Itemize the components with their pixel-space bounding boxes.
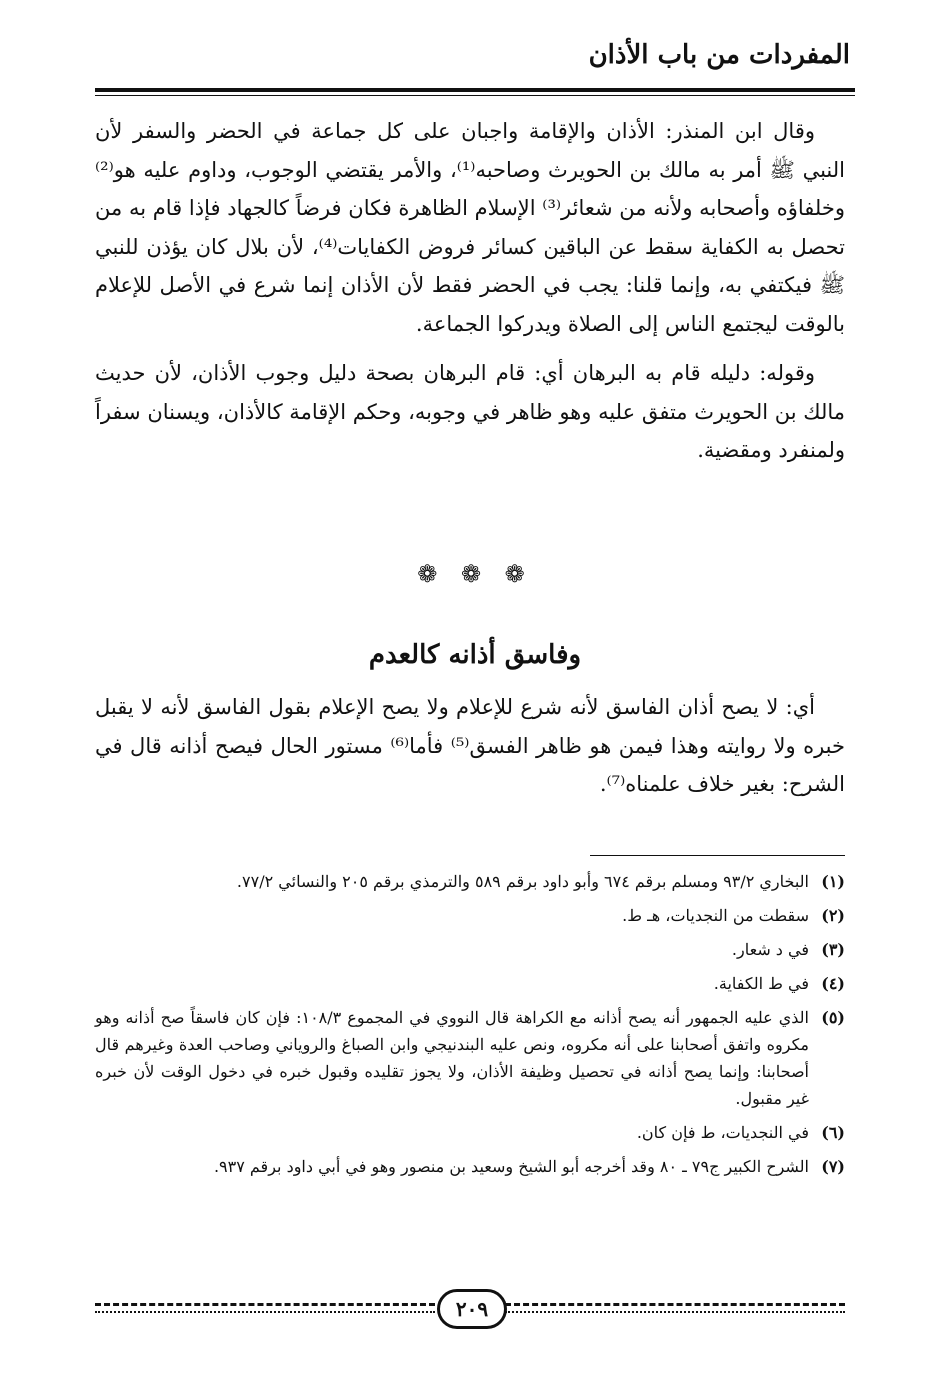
footnote-item: [95, 868, 845, 895]
footnote-number: (٢): [821, 906, 845, 925]
footnote-text: الشرح الكبير ج٧٩ ـ ٨٠ وقد أخرجه أبو الشيخ وسعيد بن منصور وهو في أبي داود برقم ٩٣٧.: [213, 1157, 809, 1176]
section-separator-ornament: ❁ ❁ ❁: [417, 560, 533, 588]
paragraph: وقوله: دليله قام به البرهان أي: قام البرهان بصحة دليل وجوب الأذان، لأن حديث مالك بن الحويرث متفق عليه وهو ظاهر في وجوبه، وحكم الإقامة كالأذان، ويسنان سفراً ولمنفرد ومقضية.: [95, 361, 845, 462]
paragraph: وقال ابن المنذر: الأذان والإقامة واجبان على كل جماعة في الحضر والسفر لأن النبي ﷺ أمر به مالك بن الحويرث وصاحبه⁽¹⁾، والأمر يقتضي الوجوب، وداوم عليه هو⁽²⁾ وخلفاؤه وأصحابه ولأنه من شعائر⁽³⁾ الإسلام الظاهرة فكان فرضاً كالجهاد فإذا قام به من تحصل به الكفاية سقط عن الباقين كسائر فروض الكفايات⁽⁴⁾، لأن بلال كان يؤذن للنبي ﷺ فيكتفي به، وإنما قلنا: يجب في الحضر فقط لأن الأذان إنما شرع في الأصل للإعلام بالوقت ليجتمع الناس إلى الصلاة ويدركوا الجماعة.: [95, 119, 845, 336]
footnote-text: الذي عليه الجمهور أنه يصح أذانه مع الكراهة قال النووي في المجموع ١٠٨/٣: فإن كان فاسقاً صح أذانه وهو مكروه واتفق أصحابنا على أنه مكروه، ونص عليه البندنيجي وابن الصباغ والروياني وصاحب العدة وغيرهم قال أصحابنا: وإنما يصح أذانه في تحصيل وظيفة الأذان، ولا يجوز تقليده وقبول خبره في دخول الوقت لأن خبره غير مقبول.: [95, 1008, 809, 1108]
footer-rule: [505, 1303, 845, 1306]
footnote-item: [95, 936, 845, 963]
footnote-text: سقطت من النجديات، هـ ط.: [622, 906, 809, 925]
footnote-number: (١): [821, 872, 845, 891]
footnote-number: (٥): [821, 1008, 845, 1027]
running-header-title: المفردات من باب الأذان: [588, 40, 850, 70]
footnote-text: البخاري ٩٣/٢ ومسلم برقم ٦٧٤ وأبو داود برقم ٥٨٩ والترمذي برقم ٢٠٥ والنسائي ٧٧/٢.: [236, 872, 809, 891]
section-heading: وفاسق أذانه كالعدم: [368, 640, 582, 670]
paragraph: أي: لا يصح أذان الفاسق لأنه شرع للإعلام ولا يصح الإعلام بقول الفاسق لأنه لا يقبل خبره ولا روايته وهذا فيمن هو ظاهر الفسق⁽⁵⁾ فأما⁽⁶⁾ مستور الحال فيصح أذانه قال في الشرح: بغير خلاف علمناه⁽⁷⁾.: [95, 695, 846, 796]
section-text: [95, 688, 845, 804]
footnote-number: (٦): [821, 1123, 845, 1142]
footnote-number: (٣): [821, 940, 845, 959]
footnote-item: [95, 1119, 845, 1146]
footnotes: [95, 868, 845, 1187]
footer-rule: [505, 1311, 845, 1313]
footnote-text: في النجديات، ط فإن كان.: [636, 1123, 809, 1142]
footer-rule: [95, 1303, 435, 1306]
footnote-separator: [590, 855, 845, 856]
main-text: [95, 112, 845, 470]
footnote-item: [95, 1004, 845, 1112]
header-rule: [95, 88, 855, 92]
page-number: ٢٠٩: [437, 1289, 507, 1329]
footnote-number: (٤): [821, 974, 845, 993]
footnote-text: في د شعار.: [731, 940, 809, 959]
footnote-text: في ط الكفاية.: [713, 974, 809, 993]
footnote-item: [95, 1153, 845, 1180]
header-rule-thin: [95, 95, 855, 96]
footnote-number: (٧): [821, 1157, 845, 1176]
footnote-item: [95, 970, 845, 997]
footer-rule: [95, 1311, 435, 1313]
footnote-item: [95, 902, 845, 929]
